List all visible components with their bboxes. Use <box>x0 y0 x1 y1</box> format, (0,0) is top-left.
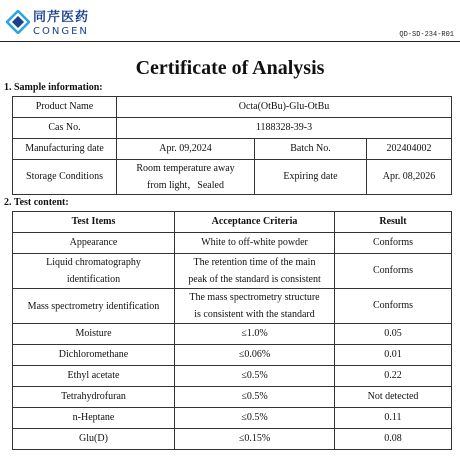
test-item <box>13 408 175 429</box>
table-row <box>13 97 452 118</box>
acceptance-criteria-line: peak of the standard is consistent <box>188 274 321 285</box>
test-item-line: Appearance <box>69 237 118 248</box>
acceptance-criteria-line: ≤0.15% <box>238 433 271 444</box>
header-divider <box>0 41 460 42</box>
cas-label: Cas No. <box>13 118 117 139</box>
acceptance-criteria-line: White to off-white powder <box>201 237 308 248</box>
table-row <box>13 118 452 139</box>
test-item-line: Tetrahydrofuran <box>61 391 126 402</box>
product-name-label: Product Name <box>13 97 117 118</box>
table-row <box>13 345 452 366</box>
storage-label: Storage Conditions <box>13 160 117 195</box>
acceptance-criteria-line: ≤1.0% <box>241 328 268 339</box>
test-item <box>13 289 175 324</box>
test-item-line: identification <box>66 274 121 285</box>
test-item-line: Liquid chromatography <box>46 257 141 268</box>
acceptance-criteria <box>175 429 335 450</box>
table-row <box>13 233 452 254</box>
mfg-date-label: Manufacturing date <box>13 139 117 160</box>
table-row <box>13 324 452 345</box>
acceptance-criteria <box>175 366 335 387</box>
table-row <box>13 139 452 160</box>
test-item <box>13 345 175 366</box>
cas-value: 1188328-39-3 <box>117 118 452 139</box>
sample-info-heading: 1. Sample information: <box>4 82 103 93</box>
table-header-row <box>13 212 452 233</box>
table-row <box>13 254 452 289</box>
acceptance-criteria-line: The mass spectrometry structure <box>189 292 320 303</box>
acceptance-criteria <box>175 254 335 289</box>
test-result: 0.08 <box>335 429 452 450</box>
test-item-line: n-Heptane <box>72 412 115 423</box>
test-result: 0.11 <box>335 408 452 429</box>
product-name-value: Octa(OtBu)-Glu-OtBu <box>117 97 452 118</box>
test-item-line: Glu(D) <box>79 433 108 444</box>
test-result: Conforms <box>335 233 452 254</box>
test-item <box>13 324 175 345</box>
table-row <box>13 387 452 408</box>
storage-line-1: Room temperature away <box>136 163 235 174</box>
acceptance-criteria-line: ≤0.5% <box>241 370 268 381</box>
table-row <box>13 366 452 387</box>
test-item-line: Ethyl acetate <box>67 370 120 381</box>
logo-english-name: CONGEN <box>33 26 89 37</box>
test-result: 0.01 <box>335 345 452 366</box>
storage-line-2: from light，Sealed <box>147 180 224 191</box>
test-item <box>13 254 175 289</box>
page-title: Certificate of Analysis <box>135 57 325 79</box>
test-content-heading: 2. Test content: <box>4 197 69 208</box>
test-result: Conforms <box>335 254 452 289</box>
test-item-line: Moisture <box>75 328 112 339</box>
test-item-line: Dichloromethane <box>58 349 129 360</box>
test-content-table <box>12 211 452 450</box>
table-row <box>13 160 452 195</box>
document-header <box>0 0 460 44</box>
test-result: Conforms <box>335 289 452 324</box>
logo-chinese-name: 同芹医药 <box>33 10 90 25</box>
test-item <box>13 233 175 254</box>
column-header: Test Items <box>13 212 175 233</box>
acceptance-criteria <box>175 289 335 324</box>
acceptance-criteria-line: The retention time of the main <box>193 257 316 268</box>
acceptance-criteria <box>175 233 335 254</box>
expiry-value: Apr. 08,2026 <box>367 160 452 195</box>
acceptance-criteria-line: ≤0.5% <box>241 391 268 402</box>
test-item <box>13 366 175 387</box>
storage-value <box>117 160 255 195</box>
batch-label: Batch No. <box>255 139 367 160</box>
test-item <box>13 429 175 450</box>
acceptance-criteria <box>175 345 335 366</box>
expiry-label: Expiring date <box>255 160 367 195</box>
sample-info-table <box>12 96 452 195</box>
column-header: Acceptance Criteria <box>175 212 335 233</box>
acceptance-criteria-line: is consistent with the standard <box>194 309 315 320</box>
mfg-date-value: Apr. 09,2024 <box>117 139 255 160</box>
acceptance-criteria <box>175 387 335 408</box>
test-item <box>13 387 175 408</box>
table-row <box>13 289 452 324</box>
congen-logo-icon <box>6 10 30 34</box>
test-result: 0.22 <box>335 366 452 387</box>
test-result: Not detected <box>335 387 452 408</box>
test-item-line: Mass spectrometry identification <box>27 300 160 312</box>
acceptance-criteria-line: ≤0.06% <box>238 349 271 360</box>
table-row <box>13 408 452 429</box>
table-row <box>13 429 452 450</box>
column-header: Result <box>335 212 452 233</box>
batch-value: 202404002 <box>367 139 452 160</box>
document-code: QD-SD-234-R01 <box>399 31 454 39</box>
acceptance-criteria <box>175 408 335 429</box>
test-rows <box>13 233 452 450</box>
test-result: 0.05 <box>335 324 452 345</box>
acceptance-criteria-line: ≤0.5% <box>241 412 268 423</box>
acceptance-criteria <box>175 324 335 345</box>
